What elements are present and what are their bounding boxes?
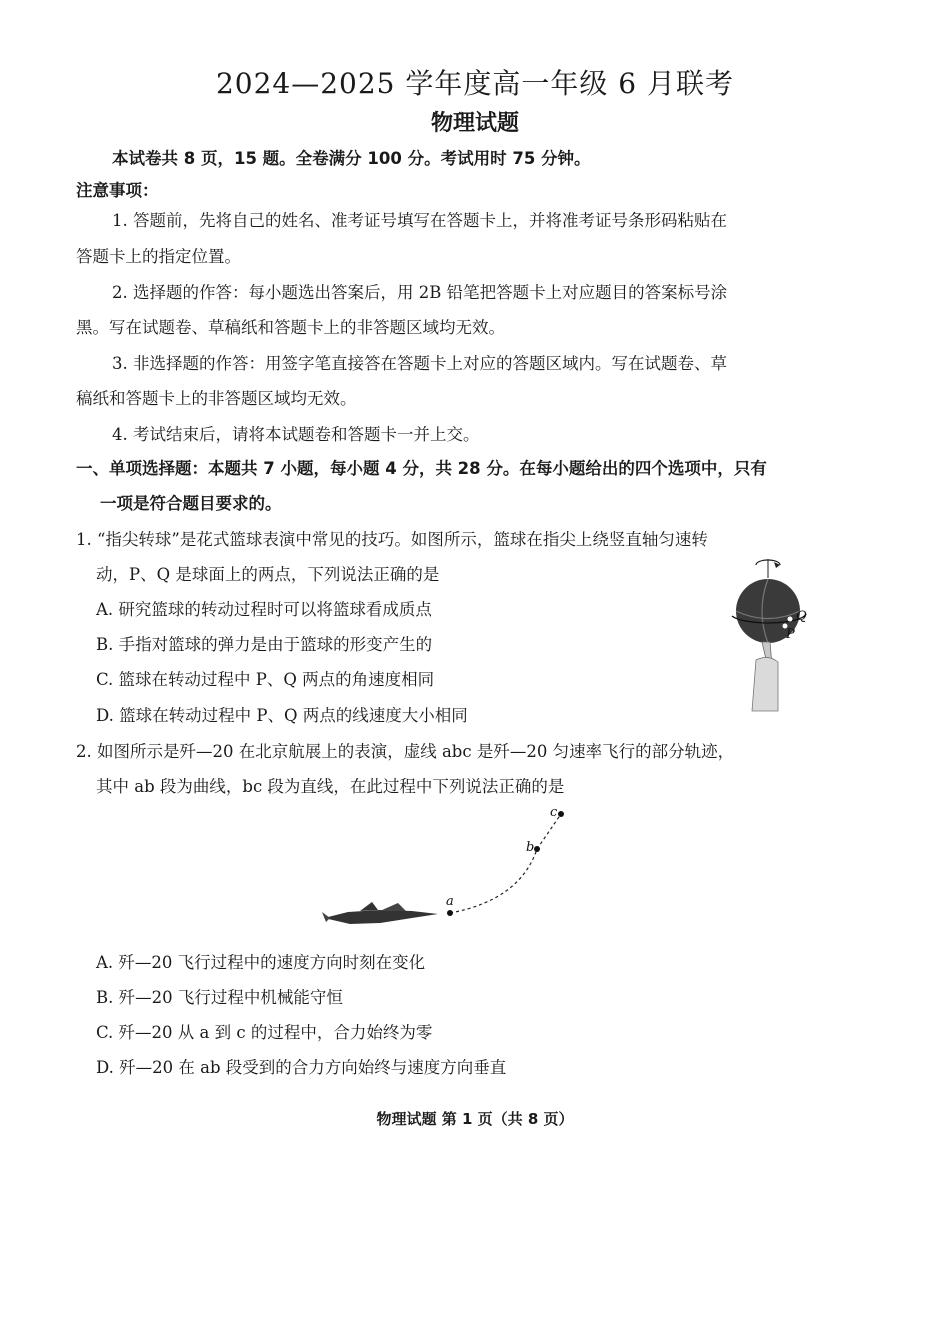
note-4: 4. 考试结束后，请将本试题卷和答题卡一并上交。 bbox=[112, 425, 480, 444]
q1-option-d: D. 篮球在转动过程中 P、Q 两点的线速度大小相同 bbox=[96, 706, 468, 725]
section-1-heading-line-2: 一项是符合题目要求的。 bbox=[100, 494, 282, 513]
q1-stem-line-1: 1. “指尖转球”是花式篮球表演中常见的技巧。如图所示，篮球在指尖上绕竖直轴匀速转 bbox=[76, 530, 708, 549]
note-3-line-2: 稿纸和答题卡上的非答题区域均无效。 bbox=[76, 389, 357, 408]
label-b: b bbox=[526, 840, 535, 855]
point-b bbox=[534, 846, 540, 852]
note-2-line-1: 2. 选择题的作答：每小题选出答案后，用 2B 铅笔把答题卡上对应题目的答案标号涂 bbox=[112, 283, 728, 302]
q2-stem-line-1: 2. 如图所示是歼—20 在北京航展上的表演，虚线 abc 是歼—20 匀速率飞行的部分轨迹， bbox=[76, 742, 735, 761]
notes-heading: 注意事项： bbox=[76, 181, 159, 200]
note-1-line-2: 答题卡上的指定位置。 bbox=[76, 247, 241, 266]
exam-subtitle: 物理试题 bbox=[430, 111, 519, 136]
note-2-line-2: 黑。写在试题卷、草稿纸和答题卡上的非答题区域均无效。 bbox=[76, 318, 505, 337]
label-a: a bbox=[446, 894, 454, 909]
label-p: P bbox=[786, 627, 795, 642]
note-3-line-1: 3. 非选择题的作答：用签字笔直接答在答题卡上对应的答题区域内。写在试题卷、草 bbox=[112, 354, 727, 373]
basketball-spin-figure bbox=[722, 556, 822, 716]
point-a bbox=[447, 910, 453, 916]
q2-stem-line-2: 其中 ab 段为曲线，bc 段为直线，在此过程中下列说法正确的是 bbox=[96, 777, 565, 796]
exam-info: 本试卷共 8 页，15 题。全卷满分 100 分。考试用时 75 分钟。 bbox=[112, 149, 591, 168]
note-1-line-1: 1. 答题前，先将自己的姓名、准考证号填写在答题卡上，并将准考证号条形码粘贴在 bbox=[112, 211, 727, 230]
q1-option-a: A. 研究篮球的转动过程时可以将篮球看成质点 bbox=[96, 600, 432, 619]
jet-icon bbox=[322, 902, 438, 924]
q2-option-d: D. 歼—20 在 ab 段受到的合力方向始终与速度方向垂直 bbox=[96, 1058, 507, 1077]
label-q: Q bbox=[796, 609, 807, 624]
j20-trajectory-figure bbox=[320, 800, 580, 940]
hand-icon bbox=[752, 657, 778, 711]
page-footer: 物理试题 第 1 页（共 8 页） bbox=[376, 1110, 574, 1128]
point-c bbox=[558, 811, 564, 817]
exam-title: 2024—2025 学年度高一年级 6 月联考 bbox=[215, 67, 735, 100]
trajectory-bc-line bbox=[537, 814, 561, 849]
q2-option-b: B. 歼—20 飞行过程中机械能守恒 bbox=[96, 988, 343, 1007]
q1-option-c: C. 篮球在转动过程中 P、Q 两点的角速度相同 bbox=[96, 670, 435, 689]
q1-stem-line-2: 动，P、Q 是球面上的两点，下列说法正确的是 bbox=[96, 565, 440, 584]
label-c: c bbox=[550, 805, 558, 820]
q2-option-c: C. 歼—20 从 a 到 c 的过程中，合力始终为零 bbox=[96, 1023, 433, 1042]
section-1-heading-line-1: 一、单项选择题：本题共 7 小题，每小题 4 分，共 28 分。在每小题给出的四个选项中，只有 bbox=[76, 459, 767, 478]
q1-option-b: B. 手指对篮球的弹力是由于篮球的形变产生的 bbox=[96, 635, 433, 654]
q2-option-a: A. 歼—20 飞行过程中的速度方向时刻在变化 bbox=[96, 953, 426, 972]
trajectory-ab-curve bbox=[450, 849, 537, 913]
